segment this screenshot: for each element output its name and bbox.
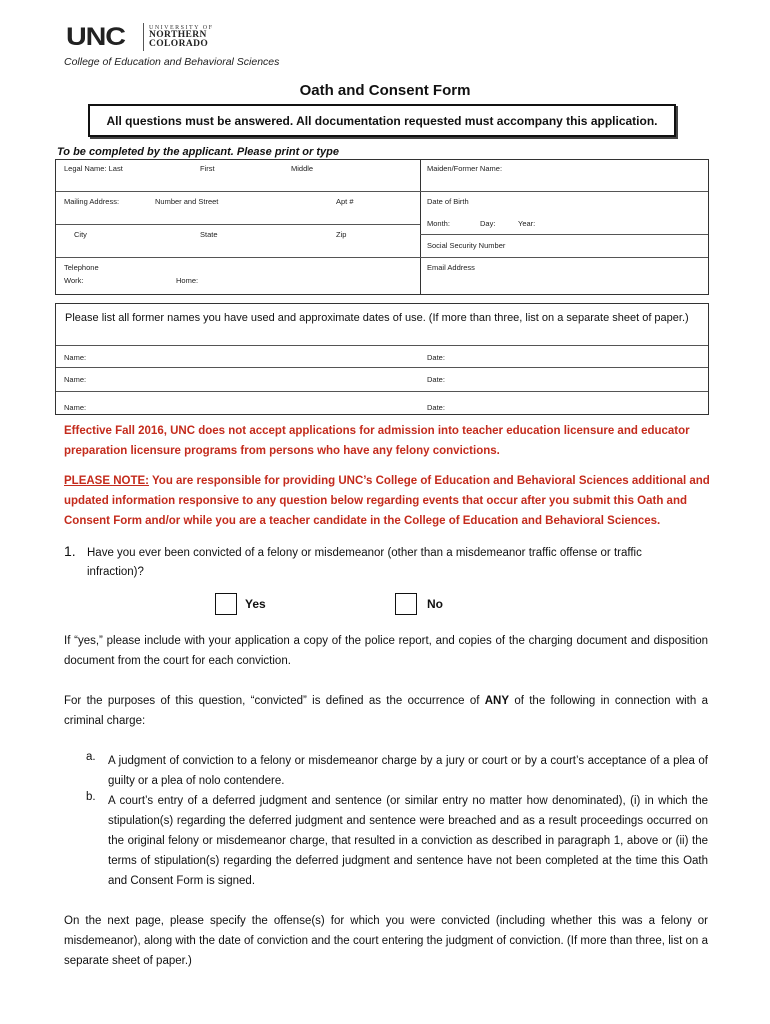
logo-wordmark	[149, 25, 213, 50]
birth-month-field[interactable]: Month:	[427, 219, 450, 228]
no-label: No	[427, 597, 443, 611]
list-item: A judgment of conviction to a felony or misdemeanor charge by a jury or court or by a court’s acceptance of a plea of guilty or a plea of nolo contendere.	[108, 755, 708, 787]
unc-logo	[66, 22, 213, 52]
please-note-notice	[64, 471, 710, 531]
city-field[interactable]: City	[74, 230, 87, 239]
question-text: Have you ever been convicted of a felony or misdemeanor (other than a misdemeanor traffic offense or traffic infraction)?	[87, 547, 642, 578]
definition-post: of the following in connection with a criminal charge:	[64, 695, 708, 727]
row-divider	[420, 234, 708, 235]
number-street-field[interactable]: Number and Street	[155, 197, 219, 206]
requirements-notice: All questions must be answered. All documentation requested must accompany this application.	[88, 104, 676, 137]
legal-name-last-field[interactable]: Legal Name: Last	[64, 164, 123, 173]
email-field[interactable]: Email Address	[427, 263, 475, 272]
telephone-label: Telephone	[64, 263, 99, 272]
former-name-date-field[interactable]: Date:	[427, 353, 445, 362]
logo-mark: UNC	[66, 22, 125, 51]
work-phone-field[interactable]: Work:	[64, 276, 84, 285]
former-names-table	[55, 303, 709, 415]
definition-emphasis: ANY	[484, 695, 510, 707]
birth-day-field[interactable]: Day:	[480, 219, 496, 228]
form-title: Oath and Consent Form	[299, 82, 471, 99]
please-note-text: You are responsible for providing UNC’s College of Education and Behavioral Sciences additional and updated information responsive to any question below regarding events that occur after you submit this Oath and Consent Form and/or while you are a teacher candidate in the College of Education and Behavioral Sciences.	[64, 475, 710, 527]
ssn-field[interactable]: Social Security Number	[427, 241, 506, 250]
former-name-date-field[interactable]: Date:	[427, 403, 445, 412]
row-divider	[56, 391, 708, 392]
no-checkbox[interactable]	[395, 593, 417, 615]
college-name: College of Education and Behavioral Sciences	[64, 56, 280, 68]
logo-line-3: COLORADO	[149, 39, 209, 49]
maiden-former-name-field[interactable]: Maiden/Former Name:	[427, 164, 503, 173]
former-names-instructions: Please list all former names you have used and approximate dates of use. (If more than three, list on a separate sheet of paper.)	[65, 312, 689, 324]
former-name-field[interactable]: Name:	[64, 375, 87, 384]
applicant-info-table	[55, 159, 709, 295]
list-item: A court’s entry of a deferred judgment and sentence (or similar entry no matter how denominated), (i) in which the stipulation(s) regarding the deferred judgment and sentence were breached and as a result proceedings occurred on the original felony or misdemeanor charge, that resulted in a conviction as described in paragraph 1, above or (ii) the terms of stipulation(s) regarding the deferred judgment and sentence have not been completed at the time this Oath and Consent Form is signed.	[108, 795, 708, 887]
former-name-field[interactable]: Name:	[64, 403, 87, 412]
home-phone-field[interactable]: Home:	[176, 276, 199, 285]
apt-field[interactable]: Apt #	[336, 197, 354, 206]
logo-line-1: UNIVERSITY OF	[149, 24, 214, 31]
row-divider	[56, 367, 708, 368]
former-name-date-field[interactable]: Date:	[427, 375, 445, 384]
row-divider	[56, 191, 708, 192]
row-divider	[56, 257, 708, 258]
if-yes-instructions: If “yes,” please include with your application a copy of the police report, and copies of the charging document and disposition document from the court for each conviction.	[64, 635, 708, 667]
conviction-definition	[64, 691, 708, 731]
middle-name-field[interactable]: Middle	[291, 164, 314, 173]
date-of-birth-label: Date of Birth	[427, 197, 469, 206]
yes-checkbox[interactable]	[215, 593, 237, 615]
please-note-label: PLEASE NOTE:	[64, 475, 149, 487]
zip-field[interactable]: Zip	[336, 230, 347, 239]
felony-policy-notice: Effective Fall 2016, UNC does not accept applications for admission into teacher education licensure and educator preparation licensure programs from persons who have any felony convictions.	[64, 425, 690, 457]
definition-pre: For the purposes of this question, “convicted” is defined as the occurrence of	[64, 695, 485, 707]
list-item-marker: b.	[86, 791, 96, 803]
yes-label: Yes	[245, 597, 266, 611]
state-field[interactable]: State	[200, 230, 218, 239]
next-page-instructions: On the next page, please specify the offense(s) for which you were convicted (including whether this was a felony or misdemeanor), along with the date of conviction and the court entering the judgment of conviction. (If more than three, list on a separate sheet of paper.)	[64, 915, 708, 967]
row-divider	[56, 224, 420, 225]
logo-line-2: NORTHERN	[149, 29, 207, 40]
mailing-address-field[interactable]: Mailing Address:	[64, 197, 120, 206]
question-number: 1.	[64, 543, 76, 559]
first-name-field[interactable]: First	[200, 164, 215, 173]
list-item-marker: a.	[86, 751, 96, 763]
row-divider	[56, 345, 708, 346]
birth-year-field[interactable]: Year:	[518, 219, 536, 228]
column-divider	[420, 160, 421, 294]
former-name-field[interactable]: Name:	[64, 353, 87, 362]
applicant-section-label: To be completed by the applicant. Please print or type	[57, 146, 339, 158]
